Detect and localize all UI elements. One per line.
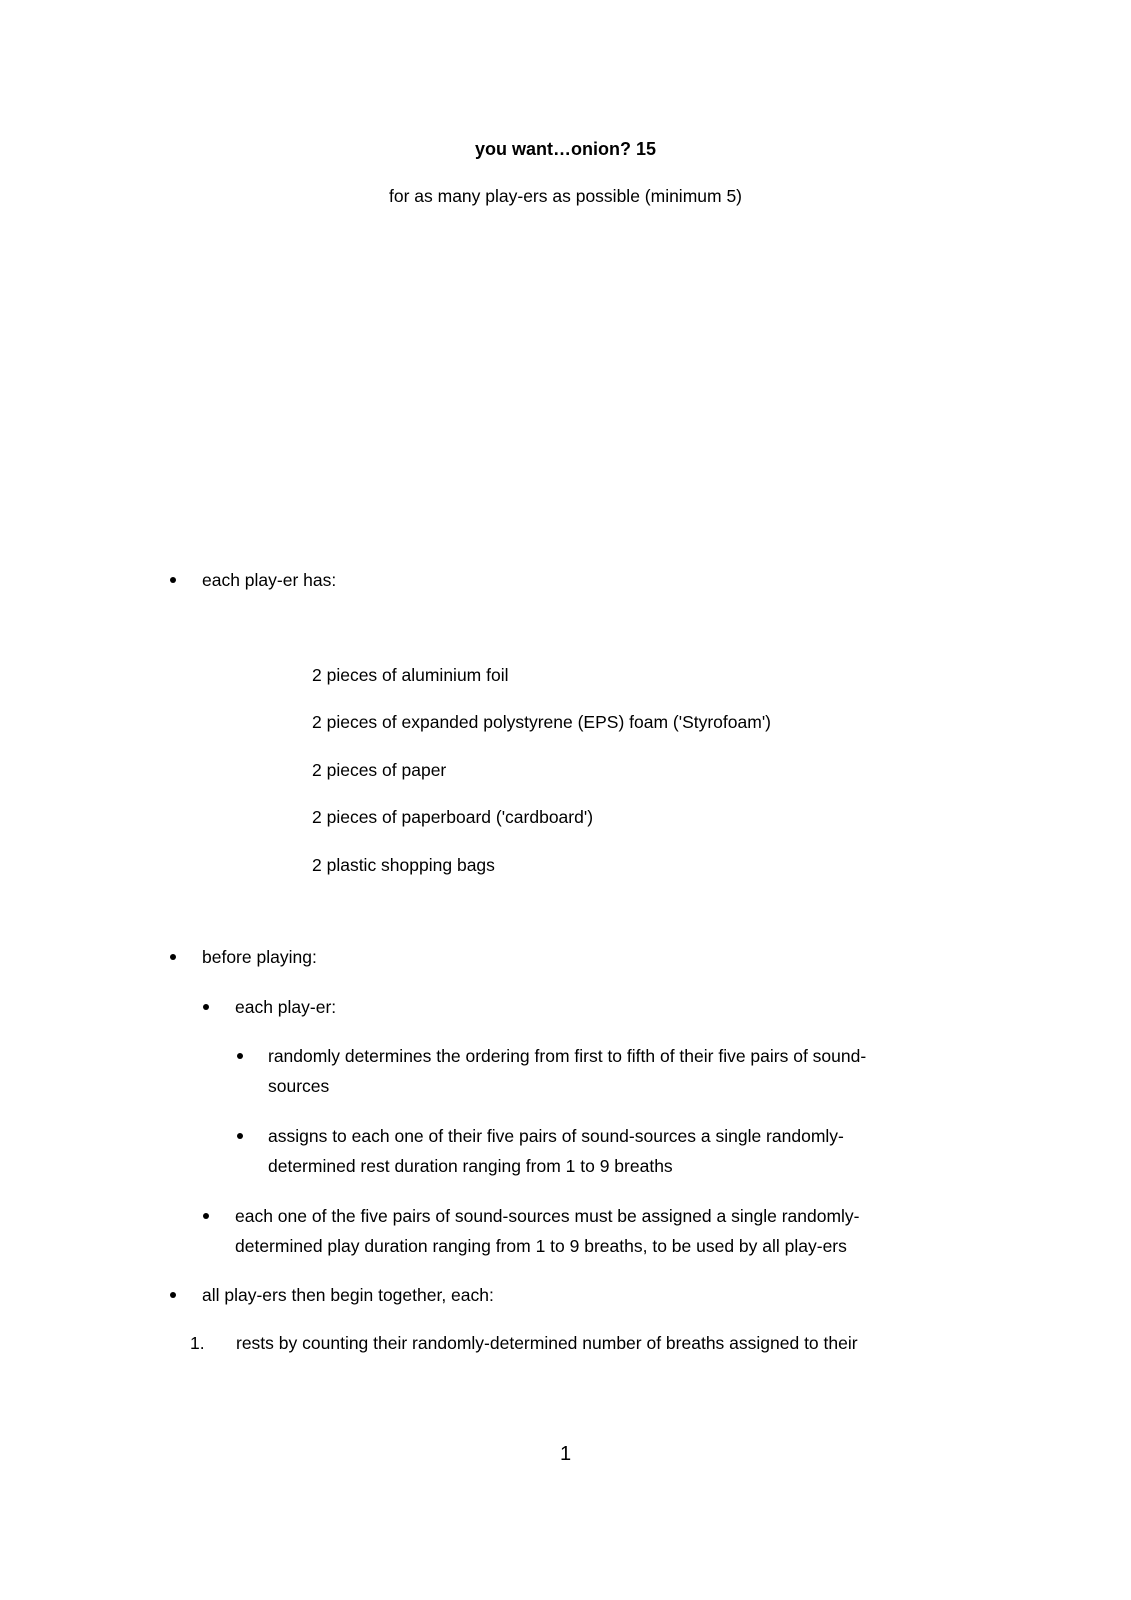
document-title: you want…onion? 15 [474, 139, 656, 159]
material-item: 2 pieces of aluminium foil [312, 665, 509, 685]
list-item-line: determined rest duration ranging from 1 to 9 breaths [268, 1156, 673, 1176]
bullet-icon [237, 1133, 243, 1139]
before-heading: before playing: [202, 947, 317, 967]
each-player-heading: each play-er: [235, 997, 337, 1017]
material-item: 2 pieces of expanded polystyrene (EPS) foam ('Styrofoam') [312, 712, 771, 732]
list-item-line: randomly determines the ordering from first to fifth of their five pairs of sound- [268, 1046, 867, 1066]
materials-heading: each play-er has: [202, 570, 337, 590]
bullet-icon [170, 1292, 176, 1298]
begin-heading: all play-ers then begin together, each: [202, 1285, 494, 1305]
page-number: 1 [559, 1443, 572, 1465]
bullet-icon [170, 954, 176, 960]
list-item-line: determined play duration ranging from 1 to 9 breaths, to be used by all play-ers [235, 1236, 847, 1256]
list-item-line: sources [268, 1076, 330, 1096]
bullet-icon [203, 1004, 209, 1010]
step-text: rests by counting their randomly-determined number of breaths assigned to their [236, 1333, 858, 1353]
list-item-line: assigns to each one of their five pairs of sound-sources a single randomly- [268, 1126, 844, 1146]
material-item: 2 pieces of paperboard ('cardboard') [312, 807, 594, 827]
bullet-icon [237, 1053, 243, 1059]
list-item-line: each one of the five pairs of sound-sources must be assigned a single randomly- [235, 1206, 860, 1226]
material-item: 2 plastic shopping bags [312, 855, 495, 875]
material-item: 2 pieces of paper [312, 760, 447, 780]
bullet-icon [203, 1213, 209, 1219]
step-number: 1. [190, 1333, 205, 1353]
document-subtitle: for as many play-ers as possible (minimum 5) [388, 186, 743, 206]
bullet-icon [170, 577, 176, 583]
